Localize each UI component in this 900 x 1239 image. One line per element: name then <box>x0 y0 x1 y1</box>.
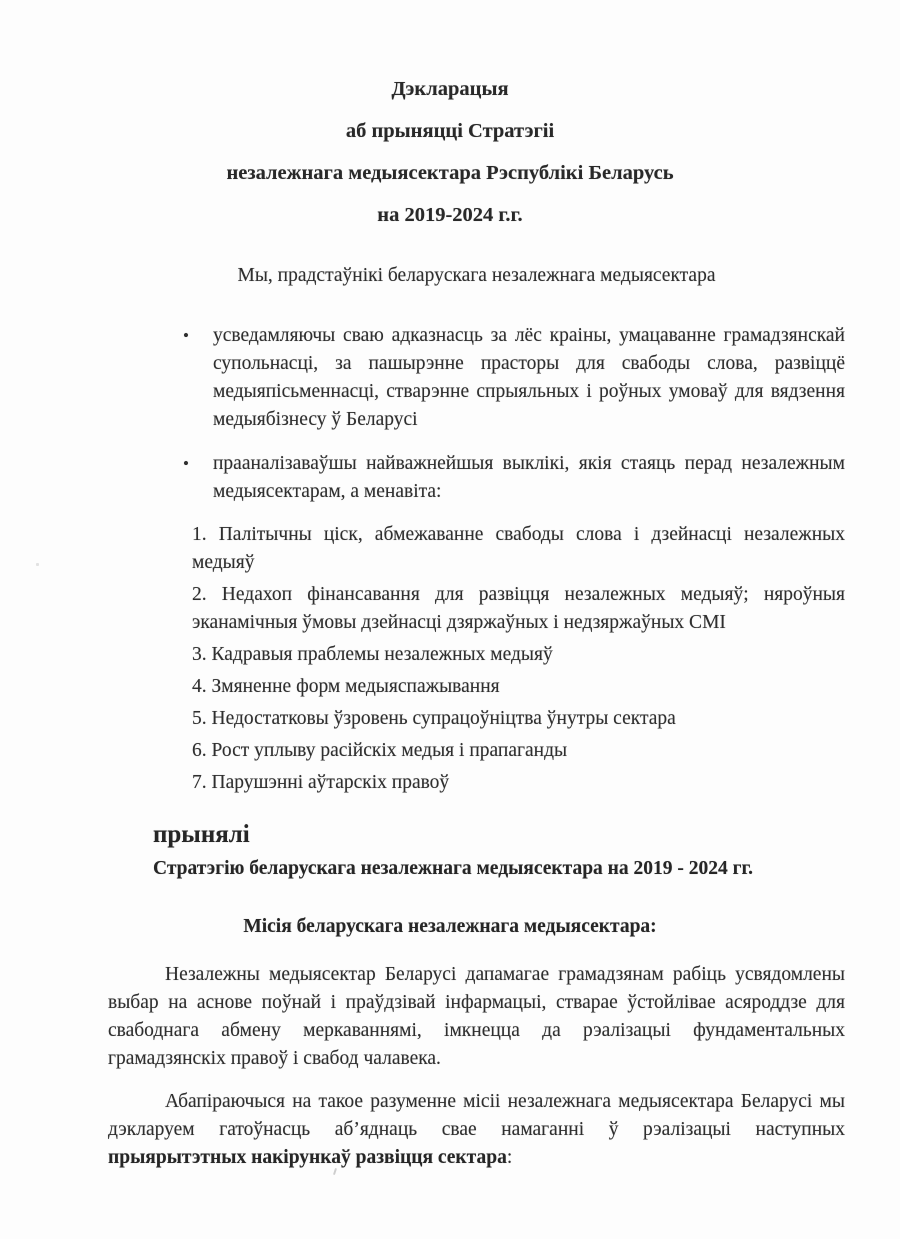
challenge-item-2: 2. Недахоп фінансавання для развіцця незалежных медыяў; няроўныя эканамічныя ўмовы дзейнасці дзяржаўных і недзяржаўных СМІ <box>192 584 845 633</box>
challenges-list <box>192 521 845 797</box>
bullet-icon: • <box>183 326 189 345</box>
mission-heading: Місія беларускага незалежнага медыясектара: <box>243 916 657 937</box>
intro-text: Мы, прадстаўнікі беларускага незалежнага медыясектара <box>237 265 716 286</box>
bullet-item-responsibility <box>108 322 845 434</box>
challenge-item-7: 7. Парушэнні аўтарскіх правоў <box>192 772 450 793</box>
challenge-item-4: 4. Змяненне форм медыяспажывання <box>192 676 500 697</box>
challenge-item-5: 5. Недостатковы ўзровень супрацоўніцтва ўнутры сектара <box>192 708 676 729</box>
bullet-text: усведамляючы сваю адказнасць за лёс краіны, умацаванне грамадзянскай супольнасці, за пашырэнне прасторы для свабоды слова, развіццё медыяпісьменнасці, стварэнне спрыяльных і роўных умоваў для вядзення медыябізнесу ў Беларусі <box>213 325 845 430</box>
closing-bold-text: прыярытэтных накірункаў развіцця сектара <box>108 1146 507 1168</box>
title-line-4: на 2019-2024 г.г. <box>377 204 523 226</box>
challenge-item-3: 3. Кадравыя праблемы незалежных медыяў <box>192 644 553 665</box>
adopted-subheading: Стратэгію беларускага незалежнага медыясектара на 2019 - 2024 гг. <box>153 858 754 879</box>
closing-paragraph <box>108 1088 845 1172</box>
closing-lead-text: Абапіраючыся на такое разуменне місіі незалежнага медыясектара Беларусі мы дэкларуем гатоўнасць аб’яднаць свае намаганні ў рэалізацыі наступных <box>108 1090 845 1140</box>
closing-tail-text: : <box>506 1146 513 1168</box>
challenge-item-1: 1. Палітычны ціск, абмежаванне свабоды слова і дзейнасці незалежных медыяў <box>192 524 845 573</box>
adopted-heading: прынялі <box>153 821 250 848</box>
bullet-item-challenges <box>108 450 845 506</box>
mission-paragraph: Незалежны медыясектар Беларусі дапамагае грамадзянам рабіць усвядомлены выбар на аснове поўнай і праўдзівай інфармацыі, стварае ўстойлівае асяроддзе для свабоднага абмену меркаваннямі, імкнецца да рэалізацыі фундаментальных грамадзянскіх правоў і свабод чалавека. <box>108 963 845 1069</box>
title-line-3: незалежнага медыясектара Рэспублікі Беларусь <box>226 162 674 184</box>
title-line-2: аб прыняцці Стратэгіі <box>345 120 555 142</box>
document-title <box>0 0 900 236</box>
challenge-item-6: 6. Рост уплыву расійскіх медыя і прапаганды <box>192 740 568 761</box>
bullet-text: прааналізаваўшы найважнейшыя выклікі, якія стаяць перад незалежным медыясектарам, а менавіта: <box>213 453 845 502</box>
scan-speck <box>36 563 39 566</box>
scan-speck <box>333 1168 337 1175</box>
title-line-1: Дэкларацыя <box>391 78 509 100</box>
document-content <box>108 0 845 1172</box>
bullet-icon: • <box>183 454 189 473</box>
